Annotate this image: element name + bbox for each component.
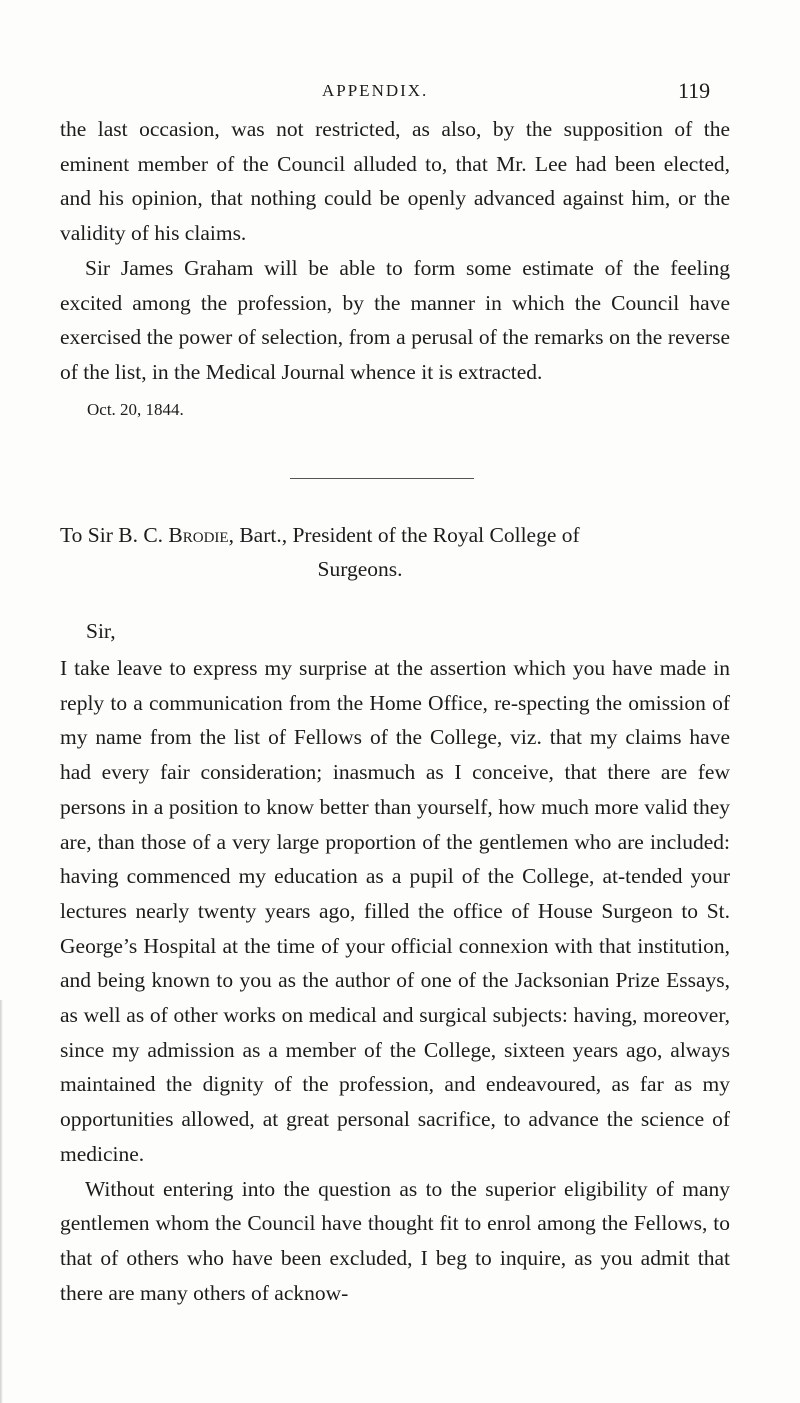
address-line-1 (60, 518, 740, 552)
salutation: Sir, (86, 619, 116, 643)
letter-body (60, 651, 730, 1310)
paragraph-continuation: the last occasion, was not restricted, as also, by the supposition of the eminent member of the Council alluded to, that Mr. Lee had been elected, and his opinion, that nothing could be openly advanced against him, or the validity of his claims. (60, 117, 730, 246)
opening-text (60, 112, 730, 390)
running-head (0, 76, 800, 106)
page-edge-shadow (0, 1000, 3, 1403)
address-title: Bart., President of the Royal College of (239, 523, 580, 547)
address-line-2: Surgeons. (317, 557, 403, 581)
address-to: To Sir B. C. (60, 523, 164, 547)
letter-paragraph-1: I take leave to express my surprise at the assertion which you have made in reply to a communication from the Home Office, re-specting the omission of my name from the list of Fellows of the College, viz. that my claims have had every fair consideration; inasmuch as I conceive, that there are few persons in a position to know better than yourself, how much more valid they are, than those of a very large proportion of the gentlemen who are included: having commenced my education as a pupil of the College, at-tended your lectures nearly twenty years ago, filled the office of House Surgeon to St. George’s Hospital at the time of your official connexion with that institution, and being known to you as the author of one of the Jacksonian Prize Essays, as well as of other works on medical and surgical subjects: having, moreover, since my admission as a member of the College, sixteen years ago, always maintained the dignity of the profession, and endeavoured, as far as my opportunities allowed, at great personal sacrifice, to advance the science of medicine. (60, 656, 730, 1166)
section-divider (290, 478, 474, 479)
addressee-name: Brodie, (168, 523, 234, 547)
page-number: 119 (678, 78, 711, 103)
running-title: APPENDIX. (322, 81, 429, 100)
letter-address (60, 518, 740, 586)
dateline: Oct. 20, 1844. (87, 400, 184, 419)
letter-paragraph-2: Without entering into the question as to the superior eligibility of many gentlemen whom the Council have thought fit to enrol among the Fellows, to that of others who have been excluded, I beg to inquire, as you admit that there are many others of acknow- (60, 1176, 730, 1305)
paragraph-sir-james-graham: Sir James Graham will be able to form some estimate of the feeling excited among the profession, by the manner in which the Council have exercised the power of selection, from a perusal of the remarks on the reverse of the list, in the Medical Journal whence it is extracted. (60, 255, 730, 384)
